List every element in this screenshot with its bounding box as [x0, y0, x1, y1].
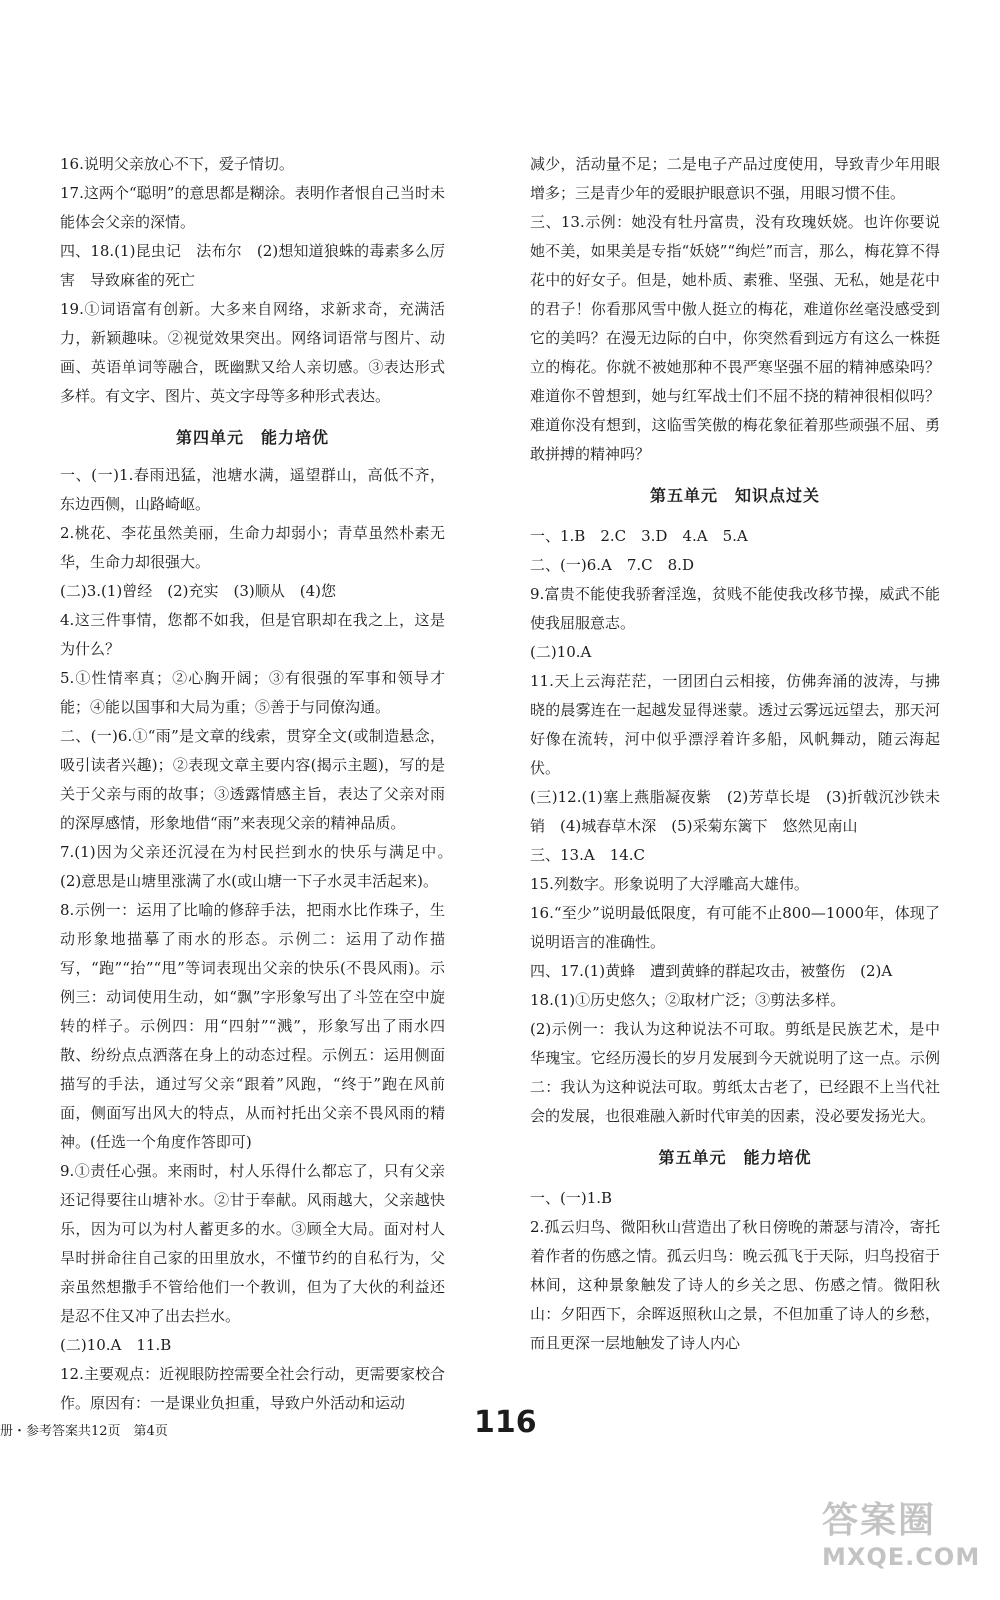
answer-paragraph: 16.“至少”说明最低限度，有可能不止800—1000年，体现了说明语言的准确性。	[530, 904, 940, 951]
footer-text: 册・参考答案共12页 第4页	[0, 1424, 168, 1439]
answer-paragraph: 17.这两个“聪明”的意思都是糊涂。表明作者恨自己当时未能体会父亲的深情。	[60, 184, 445, 231]
answer-paragraph: 8.示例一：运用了比喻的修辞手法，把雨水比作珠子，生动形象地描摹了雨水的形态。示例二：运用了动作描写，“跑”“抬”“甩”等词表现出父亲的快乐(不畏风雨)。示例三：动词使用生动，如“飘”字形象写出了斗笠在空中旋转的样子。示例四：用“四射”“溅”，形象写出了雨水四散、纷纷点点洒落在身上的动态过程。示例五：运用侧面描写的手法，通过写父亲“跟着”风跑，“终于”跑在风前面，侧面写出风大的特点，从而衬托出父亲不畏风雨的精神。(任选一个角度作答即可)	[60, 901, 445, 1151]
answer-paragraph: (三)12.(1)塞上燕脂凝夜紫 (2)芳草长堤 (3)折戟沉沙铁未销 (4)城春草木深 (5)采菊东篱下 悠然见南山	[530, 788, 940, 835]
answer-paragraph: 一、1.B 2.C 3.D 4.A 5.A	[530, 527, 748, 545]
answer-paragraph: 5.①性情率真；②心胸开阔；③有很强的军事和领导才能；④能以国事和大局为重；⑤善于与同僚沟通。	[60, 669, 445, 716]
answer-paragraph: (二)10.A 11.B	[60, 1336, 172, 1354]
answer-paragraph: 二、(一)6.A 7.C 8.D	[530, 556, 694, 574]
answer-paragraph: 18.(1)①历史悠久；②取材广泛；③剪法多样。	[530, 991, 846, 1009]
answer-paragraph: (二)3.(1)曾经 (2)充实 (3)顺从 (4)您	[60, 582, 337, 600]
answer-paragraph: 三、13.示例：她没有牡丹富贵，没有玫瑰妖娆。也许你要说她不美，如果美是专指“妖娆”“绚烂”而言，那么，梅花算不得花中的好女子。但是，她朴质、素雅、坚强、无私，她是花中的君子！你看那风雪中傲人挺立的梅花，难道你丝毫没感受到它的美吗？在漫无边际的白中，你突然看到远方有这么一株挺立的梅花。你就不被她那种不畏严寒坚强不屈的精神感染吗？难道你不曾想到，她与红军战士们不屈不挠的精神很相似吗？难道你没有想到，这临雪笑傲的梅花象征着那些顽强不屈、勇敢拼搏的精神吗？	[530, 213, 940, 463]
answer-paragraph: 9.富贵不能使我骄奢淫逸，贫贱不能使我改移节操，威武不能使我屈服意志。	[530, 585, 940, 632]
left-column	[60, 150, 461, 1418]
watermark-logo	[822, 1492, 982, 1580]
section-heading: 第五单元 知识点过关	[649, 486, 820, 505]
page-number: 116	[474, 1405, 537, 1440]
answer-paragraph: 一、(一)1.B	[530, 1189, 613, 1207]
answer-paragraph: 减少，活动量不足；二是电子产品过度使用，导致青少年用眼增多；三是青少年的爱眼护眼意识不强，用眼习惯不佳。	[530, 155, 940, 202]
answer-paragraph: (2)示例一：我认为这种说法不可取。剪纸是民族艺术，是中华瑰宝。它经历漫长的岁月发展到今天就说明了这一点。示例二：我认为这种说法可取。剪纸太古老了，已经跟不上当代社会的发展，也很难融入新时代审美的因素，没必要发扬光大。	[530, 1020, 940, 1125]
section-heading: 第四单元 能力培优	[175, 428, 329, 447]
answer-paragraph: (二)10.A	[530, 643, 592, 661]
answer-paragraph: 19.①词语富有创新。大多来自网络，求新求奇，充满活力，新颖趣味。②视觉效果突出。网络词语常与图片、动画、英语单词等融合，既幽默又给人亲切感。③表达形式多样。有文字、图片、英文字母等多种形式表达。	[60, 300, 445, 405]
answer-paragraph: 11.天上云海茫茫，一团团白云相接，仿佛奔涌的波涛，与拂晓的晨雾连在一起越发显得迷蒙。透过云雾远远望去，那天河好像在流转，河中似乎漂浮着许多船，风帆舞动，随云海起伏。	[530, 672, 940, 777]
answer-paragraph: 二、(一)6.①“雨”是文章的线索，贯穿全文(或制造悬念，吸引读者兴趣)；②表现文章主要内容(揭示主题)，写的是关于父亲与雨的故事；③透露情感主旨，表达了父亲对雨的深厚感情，形象地借“雨”来表现父亲的精神品质。	[60, 727, 445, 832]
answer-paragraph: 7.(1)因为父亲还沉浸在为村民拦到水的快乐与满足中。 (2)意思是山塘里涨满了水(或山塘一下子水灵丰活起来)。	[60, 843, 461, 890]
watermark-top: 答案圈	[822, 1500, 937, 1541]
answer-paragraph: 12.主要观点：近视眼防控需要全社会行动，更需要家校合作。原因有：一是课业负担重，导致户外活动和运动	[60, 1365, 445, 1412]
answer-paragraph: 2.桃花、李花虽然美丽，生命力却弱小；青草虽然朴素无华，生命力却很强大。	[60, 524, 445, 571]
answer-paragraph: 一、(一)1.春雨迅猛，池塘水满，遥望群山，高低不齐，东边西侧，山路崎岖。	[60, 466, 445, 513]
right-column	[530, 150, 940, 1358]
answer-paragraph: 9.①责任心强。来雨时，村人乐得什么都忘了，只有父亲还记得要往山塘补水。②甘于奉献。风雨越大，父亲越快乐，因为可以为村人蓄更多的水。③顾全大局。面对村人旱时拼命往自己家的田里放水，不懂节约的自私行为，父亲虽然想撒手不管给他们一个教训，但为了大伙的利益还是忍不住又冲了出去拦水。	[60, 1162, 445, 1325]
answer-paragraph: 四、18.(1)昆虫记 法布尔 (2)想知道狼蛛的毒素多么厉害 导致麻雀的死亡	[60, 242, 445, 289]
answer-paragraph: 15.列数字。形象说明了大浮雕高大雄伟。	[530, 875, 809, 893]
answer-paragraph: 三、13.A 14.C	[530, 846, 646, 864]
section-heading: 第五单元 能力培优	[658, 1148, 812, 1167]
answer-paragraph: 16.说明父亲放心不下，爱子情切。	[60, 155, 294, 173]
answer-paragraph: 四、17.(1)黄蜂 遭到黄蜂的群起攻击，被螫伤 (2)A	[530, 962, 893, 980]
watermark-bottom: MXQE.COM	[822, 1543, 981, 1571]
answer-paragraph: 4.这三件事情，您都不如我，但是官职却在我之上，这是为什么？	[60, 611, 445, 658]
answer-paragraph: 2.孤云归鸟、微阳秋山营造出了秋日傍晚的萧瑟与清冷，寄托着作者的伤感之情。孤云归鸟：晚云孤飞于天际，归鸟投宿于林间，这种景象触发了诗人的乡关之思、伤感之情。微阳秋山：夕阳西下，余晖返照秋山之景，不但加重了诗人的乡愁，而且更深一层地触发了诗人内心	[530, 1218, 940, 1352]
